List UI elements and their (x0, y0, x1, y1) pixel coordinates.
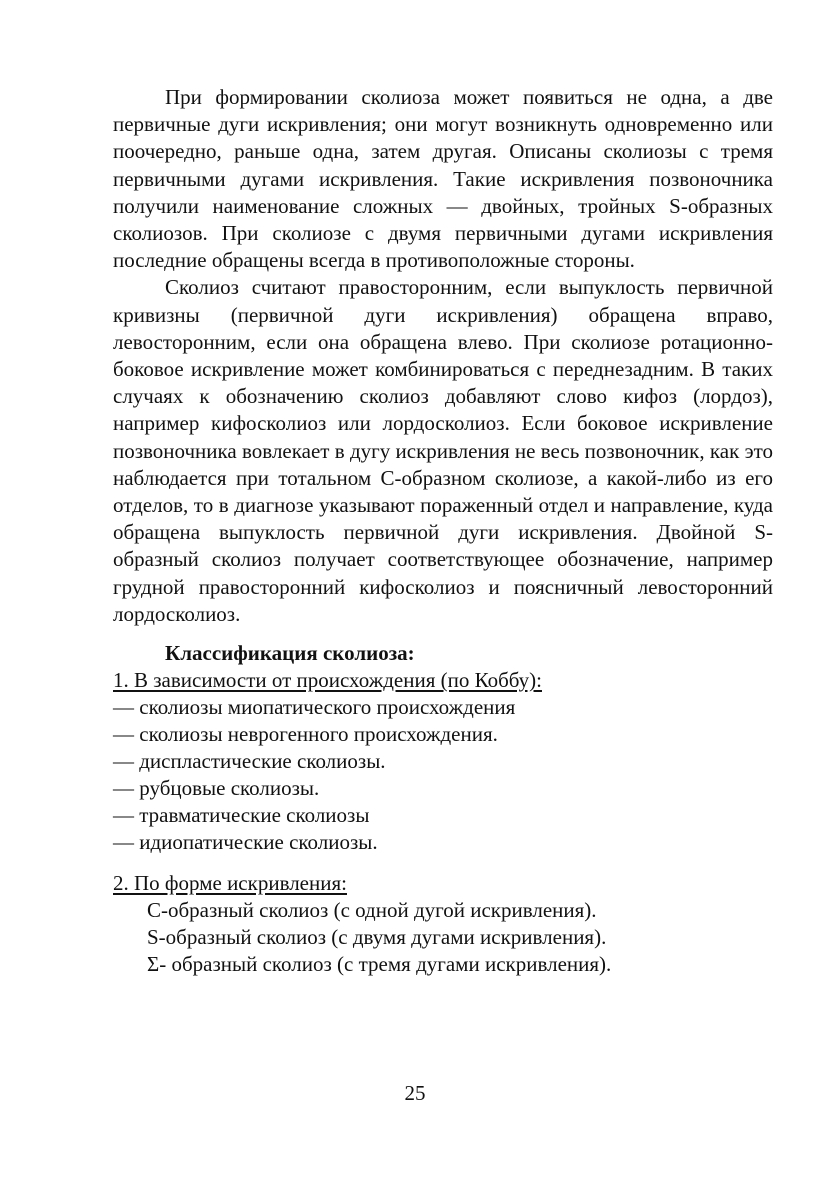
list-item: — диспластические сколиозы. (113, 749, 386, 774)
shape-subheading: 2. По форме искривления: (113, 871, 347, 896)
list-item: Σ- образный сколиоз (с тремя дугами искривления). (147, 952, 612, 977)
list-item: — идиопатические сколиозы. (113, 830, 378, 855)
classification-heading: Классификация сколиоза: (165, 641, 415, 666)
shape-list (113, 897, 773, 978)
list-item: S-образный сколиоз (с двумя дугами искривления). (147, 925, 607, 950)
page-content (113, 84, 773, 978)
paragraph-scoliosis-side: Сколиоз считают правосторонним, если выпуклость первичной кривизны (первичной дуги искривления) обращена вправо, левосторонним, если она обращена влево. При сколиозе ротационно-боковое искривление может комбинироваться с переднезадним. В таких случаях к обозначению сколиоз добавляют слово кифоз (лордоз), например кифосколиоз или лордосколиоз. Если боковое искривление позвоночника вовлекает в дугу искривления не весь позвоночник, как это наблюдается при тотальном С-образном сколиозе, а какой-либо из его отделов, то в диагнозе указывают пораженный отдел и направление, куда обращена выпуклость первичной дуги искривления. Двойной S-образный сколиоз получает соответствующее обозначение, например грудной правосторонний кифосколиоз и поясничный левосторонний лордосколиоз. (113, 275, 773, 626)
origin-list (113, 694, 773, 856)
list-item: — сколиозы неврогенного происхождения. (113, 722, 498, 747)
list-item: С-образный сколиоз (с одной дугой искривления). (147, 898, 597, 923)
page-number: 25 (404, 1081, 426, 1105)
list-item: — рубцовые сколиозы. (113, 776, 320, 801)
section-spacer (113, 856, 773, 870)
list-item: — травматические сколиозы (113, 803, 370, 828)
origin-subheading: 1. В зависимости от происхождения (по Коббу): (113, 668, 542, 693)
list-item: — сколиозы миопатического происхождения (113, 695, 516, 720)
paragraph-primary-curves: При формировании сколиоза может появиться не одна, а две первичные дуги искривления; они могут возникнуть одновременно или поочередно, раньше одна, затем другая. Описаны сколиозы с тремя первичными дугами искривления. Такие искривления позвоночника получили наименование сложных — двойных, тройных S-образных сколиозов. При сколиозе с двумя первичными дугами искривления последние обращены всегда в противоположные стороны. (113, 85, 773, 273)
